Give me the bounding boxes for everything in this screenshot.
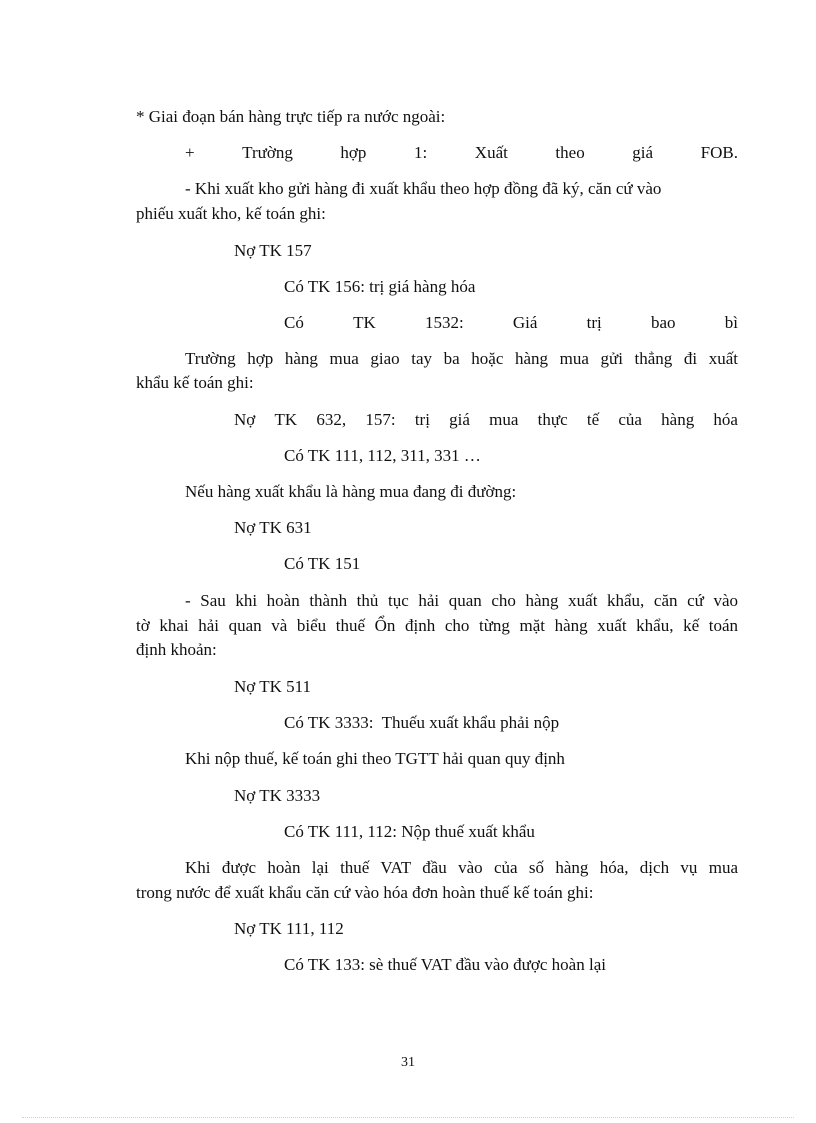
entry-3-credit: Có TK 151 xyxy=(284,554,361,573)
page-bottom-divider xyxy=(22,1117,794,1118)
case-1-word: hợp xyxy=(340,143,367,162)
entry-2-debit xyxy=(234,410,738,430)
case-1-word: Xuất xyxy=(474,143,508,162)
case-1-word: + xyxy=(185,143,195,162)
paragraph-3: Nếu hàng xuất khẩu là hàng mua đang đi đường: xyxy=(185,482,517,501)
paragraph-1-line-2: phiếu xuất kho, kế toán ghi: xyxy=(136,204,326,223)
entry-2-debit-word: hàng xyxy=(661,410,695,429)
entry-1-credit-2-word: 1532: xyxy=(424,313,464,332)
case-1-word: Trường xyxy=(242,143,293,162)
entry-2-debit-word: giá xyxy=(449,410,470,429)
entry-2-debit-word: hóa xyxy=(713,410,738,429)
entry-1-credit-2-word: Giá xyxy=(512,313,538,332)
section-heading: * Giai đoạn bán hàng trực tiếp ra nước ngoài: xyxy=(136,107,446,126)
entry-6-debit: Nợ TK 111, 112 xyxy=(234,919,344,938)
paragraph-1-line-1 xyxy=(185,179,738,199)
entry-1-credit-2-word: Có xyxy=(284,313,304,332)
paragraph-6-line-1: Khi được hoàn lại thuế VAT đầu vào của số hàng hóa, dịch vụ mua xyxy=(185,858,738,877)
page-number: 31 xyxy=(401,1055,415,1070)
entry-2-debit-word: Nợ xyxy=(234,410,256,429)
case-1-word: giá xyxy=(632,143,654,162)
entry-2-debit-word: mua xyxy=(489,410,519,429)
entry-3-debit: Nợ TK 631 xyxy=(234,518,312,537)
case-1-word: theo xyxy=(555,143,585,162)
paragraph-2-line-2: khẩu kế toán ghi: xyxy=(136,373,254,392)
entry-1-credit-2-word: bì xyxy=(724,313,738,332)
entry-1-credit-2 xyxy=(284,313,738,333)
paragraph-6-line-2: trong nước để xuất khẩu căn cứ vào hóa đơn hoàn thuế kế toán ghi: xyxy=(136,883,594,902)
entry-2-debit-word: thực xyxy=(537,410,568,429)
entry-2-debit-word: 157: xyxy=(365,410,396,429)
entry-2-credit: Có TK 111, 112, 311, 331 … xyxy=(284,446,481,465)
entry-2-debit-word: tế xyxy=(586,410,600,429)
entry-1-credit-2-word: TK xyxy=(353,313,376,332)
entry-2-debit-word: của xyxy=(618,410,642,429)
entry-1-debit: Nợ TK 157 xyxy=(234,241,312,260)
entry-2-debit-word: 632, xyxy=(316,410,347,429)
entry-2-debit-word: TK xyxy=(274,410,298,429)
entry-2-debit-word: trị xyxy=(414,410,430,429)
case-1-heading xyxy=(185,143,738,163)
entry-4-credit: Có TK 3333: Thuếu xuất khẩu phải nộp xyxy=(284,713,560,732)
paragraph-5: Khi nộp thuế, kế toán ghi theo TGTT hải quan quy định xyxy=(185,749,565,768)
paragraph-4-line-3: định khoản: xyxy=(136,640,217,659)
entry-1-credit-1: Có TK 156: trị giá hàng hóa xyxy=(284,277,476,296)
case-1-word: FOB. xyxy=(700,143,738,162)
paragraph-4-line-2: tờ khai hải quan và biểu thuế Ổn định cho từng mặt hàng xuất khẩu, kế toán xyxy=(136,616,738,635)
entry-5-debit: Nợ TK 3333 xyxy=(234,786,321,805)
paragraph-1-line-1-text: - Khi xuất kho gửi hàng đi xuất khẩu theo hợp đồng đã ký, căn cứ vào xyxy=(185,179,662,198)
entry-1-credit-2-word: trị xyxy=(586,313,602,332)
entry-4-debit: Nợ TK 511 xyxy=(234,677,311,696)
paragraph-2-line-1: Trường hợp hàng mua giao tay ba hoặc hàng mua gửi thẳng đi xuất xyxy=(185,349,738,368)
paragraph-4-line-1: - Sau khi hoàn thành thủ tục hải quan cho hàng xuất khẩu, căn cứ vào xyxy=(185,591,738,610)
case-1-word: 1: xyxy=(413,143,428,162)
entry-6-credit: Có TK 133: sè thuế VAT đầu vào được hoàn lại xyxy=(284,955,606,974)
entry-1-credit-2-word: bao xyxy=(651,313,676,332)
entry-5-credit: Có TK 111, 112: Nộp thuế xuất khẩu xyxy=(284,822,535,841)
